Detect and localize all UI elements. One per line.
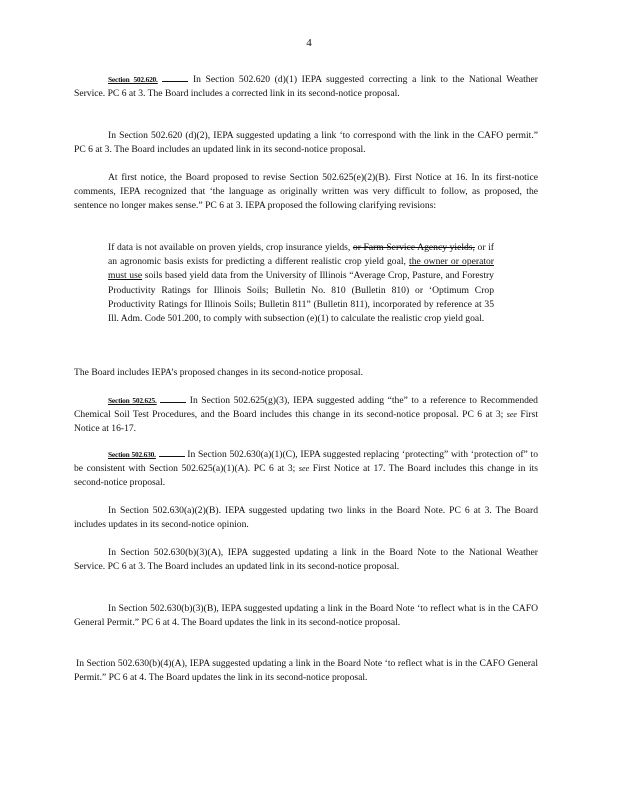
paragraph-502-630-b4a xyxy=(74,657,538,685)
paragraph-text: In Section 502.630(a)(1)(C), IEPA suggested replacing ‘protecting” with ‘protection of” to be consistent with Section 502.625(a)(1)(A). PC 6 at 3; xyxy=(74,449,538,475)
quote-underline: the owner or operator must use xyxy=(108,256,494,282)
paragraph-section-502-630 xyxy=(74,448,538,491)
heading-rule xyxy=(160,401,186,403)
section-heading: Section 502.630. xyxy=(108,450,156,459)
see-signal: see xyxy=(506,410,517,420)
paragraph-text: In Section 502.630(b)(4)(A), IEPA suggested updating a link in the Board Note ‘to reflect what is in the CAFO General Permit.” PC 6 at 4. The Board updates the link in its second-notice proposal. xyxy=(74,658,538,684)
paragraph-text: In Section 502.630(b)(3)(A), IEPA suggested updating a link in the Board Note to the National Weather Service. PC 6 at 3. The Board includes an updated link in its second-notice proposal. xyxy=(74,547,538,573)
page-number: 4 xyxy=(306,37,312,49)
paragraph-502-630-b3a xyxy=(74,546,538,574)
heading-rule xyxy=(159,455,185,457)
paragraph-tail: First Notice at 16-17. xyxy=(74,409,539,435)
block-quote xyxy=(108,241,494,326)
paragraph-text: In Section 502.620 (d)(1) IEPA suggested correcting a link to the National Weather Service. PC 6 at 3. The Board includes a corrected link in its second-notice proposal. xyxy=(74,74,539,100)
paragraph-section-502-620 xyxy=(74,73,538,101)
paragraph-502-620-d2 xyxy=(74,129,538,157)
paragraph-text: The Board includes IEPA’s proposed changes in its second-notice proposal. xyxy=(74,367,364,378)
paragraph-section-502-625 xyxy=(74,394,538,437)
paragraph-board-includes xyxy=(74,366,538,380)
quote-strike: or Farm Service Agency yields, xyxy=(352,242,475,253)
quote-text-before: If data is not available on proven yields, crop insurance yields, xyxy=(108,242,353,253)
paragraph-text: In Section 502.630(b)(3)(B), IEPA suggested updating a link in the Board Note ‘to reflect what is in the CAFO General Permit.” PC 6 at 4. The Board updates the link in its second-notice proposal. xyxy=(74,603,538,629)
paragraph-first-notice xyxy=(74,171,538,214)
quote-text-mid: or if an agronomic basis exists for predicting a different realistic crop yield goal, xyxy=(108,242,494,268)
see-signal: see xyxy=(298,464,310,474)
paragraph-502-630-a2b xyxy=(74,504,538,532)
paragraph-502-630-b3b xyxy=(74,602,538,630)
paragraph-tail: First Notice at 17. The Board includes this change in its second-notice proposal. xyxy=(74,463,539,489)
paragraph-text: In Section 502.620 (d)(2), IEPA suggested updating a link ‘to correspond with the link in the CAFO permit.” PC 6 at 3. The Board includes an updated link in its second-notice proposal. xyxy=(74,130,538,156)
paragraph-text: In Section 502.630(a)(2)(B). IEPA suggested updating two links in the Board Note. PC 6 at 3. The Board includes updates in its second-notice opinion. xyxy=(74,505,538,531)
heading-rule xyxy=(162,80,188,82)
paragraph-text: In Section 502.625(g)(3), IEPA suggested adding “the” to a reference to Recommended Chemical Soil Test Procedures, and the Board includes this change in its second-notice proposal. PC 6 at 3; xyxy=(74,395,538,421)
quote-text-after: soils based yield data from the University of Illinois “Average Crop, Pasture, and Forestry Productivity Ratings for Illinois Soils; Bulletin No. 810 (Bulletin 810) or ‘Optimum Crop Productivity Ratings for Illinois Soils; Bulletin 811” (Bulletin 811), incorporated by reference at 35 Ill. Adm. Code 501.200, to comply with subsection (e)(1) to calculate the realistic crop yield goal. xyxy=(108,270,494,325)
section-heading: Section 502.620. xyxy=(108,75,158,84)
paragraph-text: At first notice, the Board proposed to revise Section 502.625(e)(2)(B). First Notice at 16. In its first-notice comments, IEPA recognized that ‘the language as originally written was very difficult to follow, as proposed, the sentence no longer makes sense.” PC 6 at 3. IEPA proposed the following clarifying revisions: xyxy=(74,172,538,212)
section-heading: Section 502.625. xyxy=(108,396,157,405)
